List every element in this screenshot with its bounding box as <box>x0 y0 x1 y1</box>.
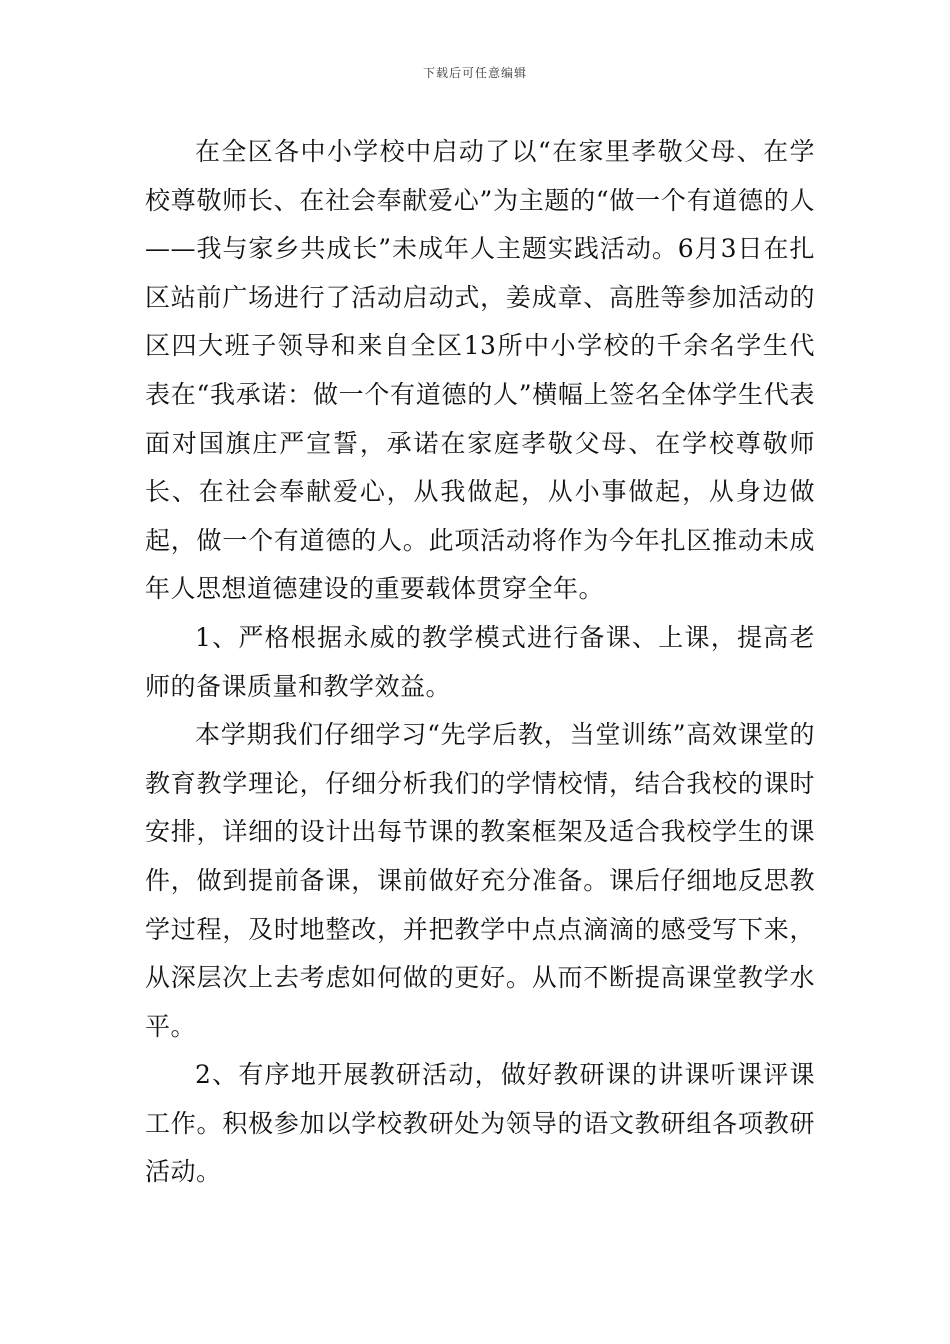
paragraph-item-1: 1、严格根据永威的教学模式进行备课、上课，提高老师的备课质量和教学效益。 <box>145 622 815 701</box>
paragraph-activity-launch: 在全区各中小学校中启动了以“在家里孝敬父母、在学校尊敬师长、在社会奉献爱心”为主题的“做一个有道德的人——我与家乡共成长”未成年人主题实践活动。6月3日在扎区站前广场进行了活动启动式，姜成章、高胜等参加活动的区四大班子领导和来自全区13所中小学校的千余名学生代表在“我承诺：做一个有道德的人”横幅上签名全体学生代表面对国旗庄严宣誓，承诺在家庭孝敬父母、在学校尊敬师长、在社会奉献爱心，从我做起，从小事做起，从身边做起，做一个有道德的人。此项活动将作为今年扎区推动未成年人思想道德建设的重要载体贯穿全年。 <box>145 137 815 604</box>
document-body <box>145 128 815 1197</box>
paragraph-item-2: 2、有序地开展教研活动，做好教研课的讲课听课评课工作。积极参加以学校教研处为领导的语文教研组各项教研活动。 <box>145 1060 815 1187</box>
paragraph-teaching-reflection: 本学期我们仔细学习“先学后教，当堂训练”高效课堂的教育教学理论，仔细分析我们的学情校情，结合我校的课时安排，详细的设计出每节课的教案框架及适合我校学生的课件，做到提前备课，课前做好充分准备。课后仔细地反思教学过程，及时地整改，并把教学中点点滴滴的感受写下来，从深层次上去考虑如何做的更好。从而不断提高课堂教学水平。 <box>145 720 815 1041</box>
page-header-note: 下载后可任意编辑 <box>422 66 527 80</box>
